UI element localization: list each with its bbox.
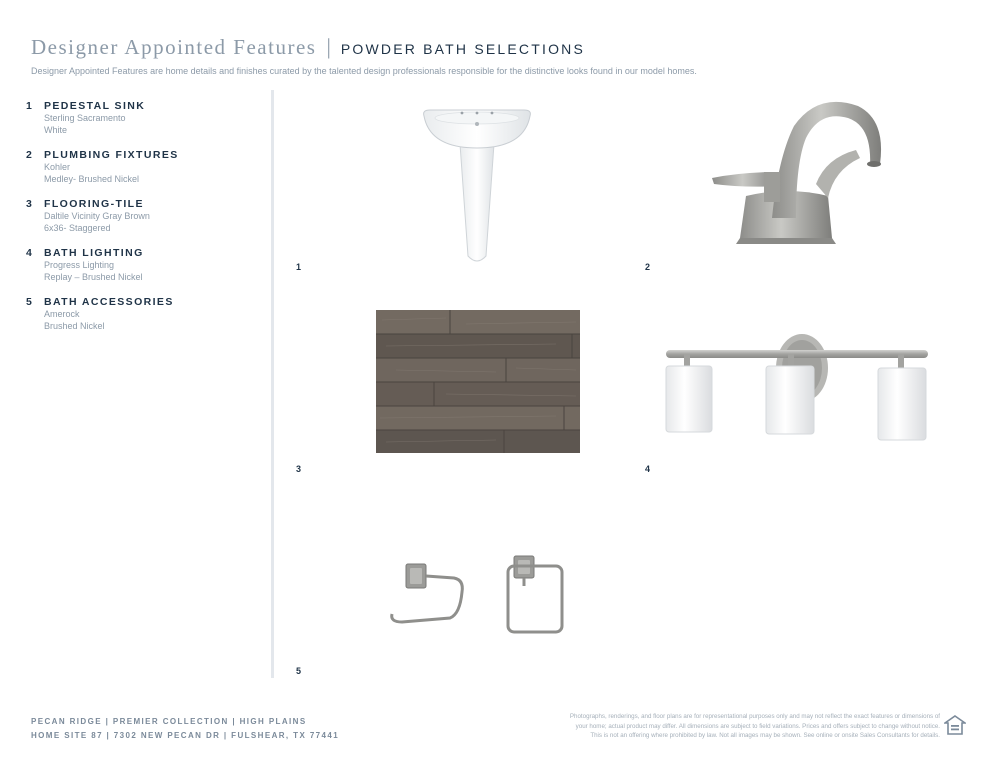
feature-finish: Brushed Nickel <box>44 321 105 331</box>
disclaimer-line: Photographs, renderings, and floor plans are for representational purposes only and may not reflect the exact features or dimensions of <box>569 713 940 720</box>
gallery-number-4: 4 <box>645 464 651 474</box>
feature-brand: Kohler <box>44 162 71 172</box>
vanity-light-image <box>662 334 930 442</box>
feature-number: 4 <box>26 247 34 259</box>
feature-title: PLUMBING FIXTURES <box>44 149 179 161</box>
feature-finish: White <box>44 125 68 135</box>
feature-finish: 6x36- Staggered <box>44 223 111 233</box>
feature-brand: Progress Lighting <box>44 260 115 270</box>
equal-housing-icon <box>944 714 966 736</box>
feature-title: FLOORING-TILE <box>44 198 144 210</box>
page-title: Designer Appointed Features <box>31 35 317 59</box>
feature-number: 2 <box>26 149 34 161</box>
feature-item-flooring-tile <box>26 198 256 234</box>
feature-brand: Sterling Sacramento <box>44 113 126 123</box>
feature-finish: Replay – Brushed Nickel <box>44 272 143 282</box>
feature-item-bath-accessories <box>26 296 256 332</box>
community-line: PECAN RIDGE | PREMIER COLLECTION | HIGH PLAINS <box>31 717 307 726</box>
gallery-number-3: 3 <box>296 464 302 474</box>
page-header <box>31 34 961 76</box>
feature-title: BATH LIGHTING <box>44 247 144 259</box>
disclaimer-line: This is not an offering where prohibited by law. Not all images may be shown. See online or onsite Sales Consultants for details. <box>590 732 940 739</box>
section-title: POWDER BATH SELECTIONS <box>340 41 586 57</box>
feature-number: 3 <box>26 198 34 210</box>
feature-number: 1 <box>26 100 34 112</box>
towel-ring-image <box>388 552 568 638</box>
title-row <box>31 34 961 60</box>
feature-title: PEDESTAL SINK <box>44 100 146 112</box>
faucet-image <box>708 98 890 250</box>
community-info <box>31 715 339 743</box>
feature-brand: Amerock <box>44 309 80 319</box>
disclaimer-line: your home; actual product may differ. All dimensions are subject to field variations. Prices and offers subject to change without notice. <box>575 722 940 730</box>
feature-number: 5 <box>26 296 34 308</box>
legal-disclaimer <box>488 712 940 741</box>
gallery-number-1: 1 <box>296 262 302 272</box>
page-subtitle: Designer Appointed Features are home details and finishes curated by the talented design professionals responsible for the distinctive looks found in our model homes. <box>31 66 697 76</box>
wood-tile-image <box>376 310 580 453</box>
title-separator: | <box>326 34 331 59</box>
gallery-number-2: 2 <box>645 262 651 272</box>
feature-finish: Medley- Brushed Nickel <box>44 174 140 184</box>
feature-item-bath-lighting <box>26 247 256 283</box>
pedestal-sink-image <box>420 106 534 268</box>
feature-item-plumbing-fixtures <box>26 149 256 185</box>
feature-list <box>26 100 256 345</box>
feature-title: BATH ACCESSORIES <box>44 296 174 308</box>
address-line: HOME SITE 87 | 7302 NEW PECAN DR | FULSHEAR, TX 77441 <box>31 731 340 740</box>
vertical-divider <box>271 90 274 678</box>
feature-item-pedestal-sink <box>26 100 256 136</box>
feature-brand: Daltile Vicinity Gray Brown <box>44 211 150 221</box>
gallery-number-5: 5 <box>296 666 302 676</box>
